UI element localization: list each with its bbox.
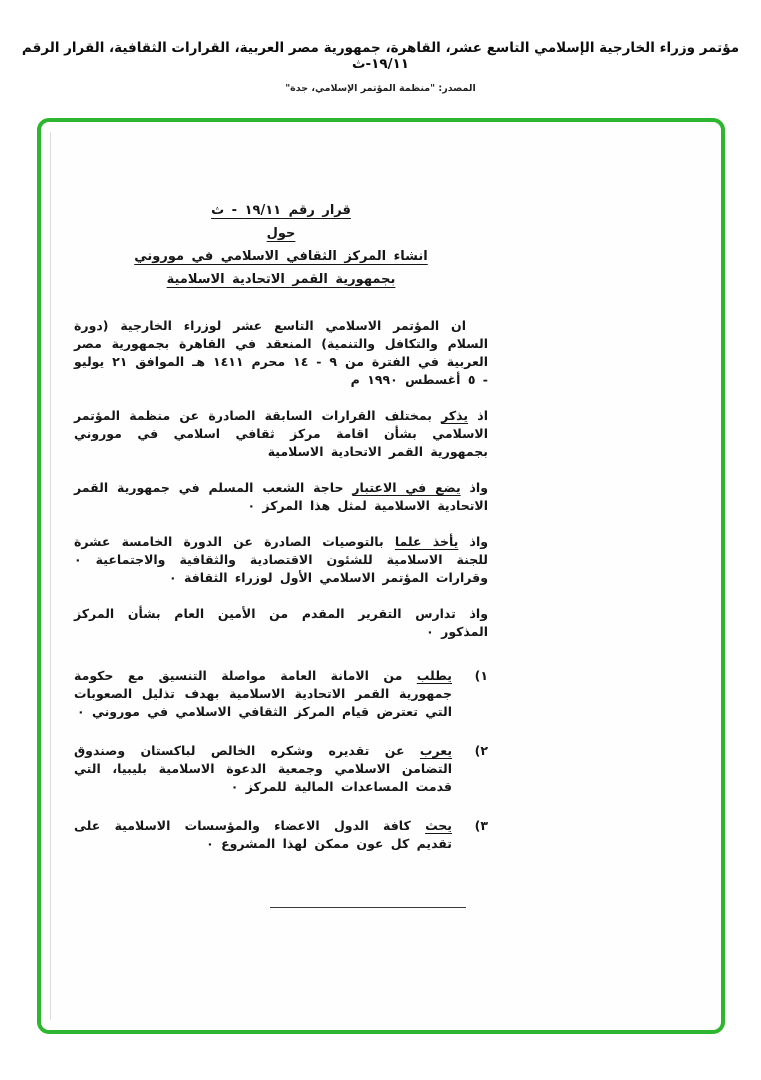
item-lead: يحث	[425, 818, 452, 833]
resolution-number: قرار رقم ١٩/١١ - ث	[211, 203, 351, 218]
paragraph-rest: تدارس التقرير المقدم من الأمين العام بشأن المركز المذكور ٠	[74, 606, 488, 639]
item-lead: يطلب	[416, 668, 452, 683]
paragraph-recalling	[74, 407, 488, 461]
paragraph-pre: اذ	[477, 408, 488, 423]
paragraph-preamble	[74, 317, 488, 389]
resolution-item-2	[74, 742, 488, 796]
item-rest: كافة الدول الاعضاء والمؤسسات الاسلامية على تقديم كل عون ممكن لهذا المشروع ٠	[74, 818, 452, 851]
resolution-about-label: حول	[266, 226, 296, 241]
paragraph-rest: حاجة الشعب المسلم في جمهورية القمر الاتحادية الاسلامية لمثل هذا المركز ٠	[74, 480, 488, 513]
scan-frame	[37, 118, 725, 1034]
scan-page-edge	[50, 132, 51, 1020]
document-header	[0, 0, 761, 94]
paragraph-lead: يأخذ علما	[394, 534, 459, 549]
header-title: مؤتمر وزراء الخارجية الإسلامي التاسع عشر، القاهرة، جمهورية مصر العربية، القرارات الثقافية، القرار الرقم ١٩/١١-ث	[21, 40, 740, 72]
paragraph-noting	[74, 533, 488, 587]
resolution-item-3	[74, 817, 488, 853]
resolution-items	[74, 667, 488, 853]
header-source: المصدر: "منظمة المؤتمر الإسلامي، جدة"	[285, 83, 476, 94]
paragraph-pre: واذ	[469, 534, 489, 549]
paragraph-pre: واذ	[469, 480, 488, 495]
resolution-subject-line-1: انشاء المركز الثقافي الاسلامي في موروني	[134, 249, 428, 264]
paragraph-considering	[74, 479, 488, 515]
paragraph-lead: يضع في الاعتبار	[352, 480, 461, 495]
item-lead: يعرب	[419, 743, 453, 758]
paragraph-rest: بالتوصيات الصادرة عن الدورة الخامسة عشرة للجنة الاسلامية للشئون الاقتصادية والثقافية والاجتماعية ٠ وقرارات المؤتمر الاسلامي الأول لوزراء الثقافة ٠	[74, 534, 488, 585]
paragraph-having-studied	[74, 605, 488, 641]
scanned-document	[74, 202, 488, 908]
item-number: ٢)	[474, 743, 488, 758]
resolution-subject-line-2: بجمهورية القمر الاتحادية الاسلامية	[166, 272, 396, 287]
item-rest: عن تقديره وشكره الخالص لباكستان وصندوق التضامن الاسلامي وجمعية الدعوة الاسلامية بليبيا، التي قدمت المساعدات المالية للمركز ٠	[74, 743, 452, 794]
paragraph-pre: واذ	[469, 606, 488, 621]
item-text	[74, 742, 452, 796]
paragraph-rest: بمختلف القرارات السابقة الصادرة عن منظمة المؤتمر الاسلامي بشأن اقامة مركز ثقافي اسلامي في موروني بجمهورية القمر الاتحادية الاسلامية	[74, 408, 488, 459]
resolution-item-1	[74, 667, 488, 721]
paragraph-rest: ان المؤتمر الاسلامي التاسع عشر لوزراء الخارجية (دورة السلام والتكافل والتنمية) المنعقد في القاهرة بجمهورية مصر العربية في الفترة من ٩ - ١٤ محرم ١٤١١ هـ الموافق ٢١ يوليو - ٥ أغسطس ١٩٩٠ م	[74, 318, 488, 387]
paragraph-lead: يذكر	[441, 408, 469, 423]
item-rest: من الامانة العامة مواصلة التنسيق مع حكومة جمهورية القمر الاتحادية الاسلامية بهدف تذليل الصعوبات التي تعترض قيام المركز الثقافي الاسلامي في موروني ٠	[74, 668, 452, 719]
end-divider	[270, 907, 466, 908]
item-number: ١)	[474, 668, 488, 683]
item-text	[74, 667, 452, 721]
item-number: ٣)	[474, 818, 488, 833]
resolution-title-block	[121, 202, 441, 289]
item-text	[74, 817, 452, 853]
